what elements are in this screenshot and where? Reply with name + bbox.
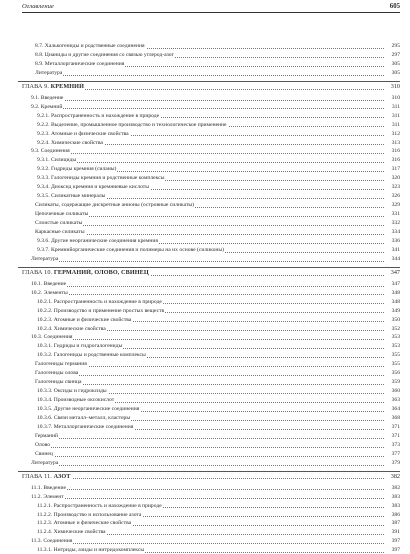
dot-leader — [39, 384, 384, 385]
entry-title: 8.7. Халькогениды и родственные соединения — [35, 43, 145, 49]
entry-title: 10.3.3. Оксиды и гидроксиды — [37, 388, 107, 395]
entry-page-number: 371 — [385, 423, 400, 431]
entry-page-number: 297 — [385, 51, 400, 59]
entry-page-number: 352 — [385, 325, 400, 333]
entry-title: Литература — [31, 255, 59, 262]
entry-page-number: 344 — [385, 255, 400, 263]
entry-title: 11.2.2. Производство и использование азота — [37, 511, 142, 518]
entry-page-number: 326 — [385, 192, 400, 200]
entry-page-number: 347 — [385, 269, 400, 277]
entry-page-number: 320 — [385, 174, 400, 182]
toc-entry[interactable] — [0, 210, 410, 218]
entry-page-number: 350 — [385, 316, 400, 324]
entry-title: Свинец — [35, 450, 53, 457]
toc-entry[interactable] — [0, 511, 410, 519]
toc-entry[interactable] — [0, 60, 410, 68]
entry-page-number: 360 — [385, 387, 400, 395]
entry-title: 11.2. Элемент — [31, 493, 64, 500]
entry-title: 9.1. Введение — [31, 94, 64, 101]
entry-title: 9.3.1. Силициды — [37, 157, 77, 164]
entry-page-number: 336 — [385, 237, 400, 245]
entry-title: 9.2.2. Выделение, промышленное производство и технологическое применение — [37, 121, 227, 128]
dot-leader — [26, 478, 384, 479]
dot-leader — [39, 456, 384, 457]
entry-page-number: 323 — [385, 183, 400, 191]
toc-entry[interactable] — [0, 69, 410, 77]
entry-title: Литература — [35, 69, 63, 76]
chapter-rule — [18, 471, 400, 472]
entry-page-number: 353 — [385, 342, 400, 350]
toc-entry[interactable] — [0, 298, 410, 306]
entry-title: 10.3. Соединения — [31, 334, 73, 341]
entry-page-number: 356 — [385, 369, 400, 377]
toc-entry[interactable] — [0, 528, 410, 536]
entry-page-number: 397 — [385, 546, 400, 554]
entry-title: 9.2.1. Распространенность и нахождение в природе — [37, 112, 160, 119]
toc-entry[interactable] — [0, 441, 410, 449]
entry-title: Германий — [35, 432, 58, 439]
entry-title: 11.1. Введение — [31, 484, 66, 491]
entry-title: 10.2.4. Химические свойства — [37, 325, 106, 332]
dot-leader — [35, 153, 384, 154]
toc-entry[interactable] — [0, 333, 410, 341]
entry-page-number: 373 — [385, 441, 400, 449]
toc-entry[interactable] — [0, 502, 410, 510]
toc-entry[interactable] — [0, 342, 410, 350]
entry-title: 9.3.5. Силикатные минералы — [37, 193, 106, 200]
toc-entry[interactable] — [0, 369, 410, 377]
entry-title: 10.3.4. Производные оксокислот — [37, 397, 115, 404]
dot-leader — [35, 108, 384, 109]
entry-page-number: 386 — [385, 511, 400, 519]
dot-leader — [35, 294, 384, 295]
entry-title: 8.9. Металлорганические соединения — [35, 60, 125, 67]
entry-page-number: 295 — [385, 42, 400, 50]
chapter-prefix: ГЛАВА 11. — [22, 472, 52, 480]
toc-entry[interactable] — [0, 147, 410, 155]
chapter-name: КРЕМНИЙ — [50, 82, 84, 90]
toc-entry[interactable] — [0, 351, 410, 359]
entry-title: 10.3.5. Другие неорганические соединения — [37, 406, 140, 413]
entry-page-number: 387 — [385, 519, 400, 527]
entry-page-number: 377 — [385, 450, 400, 458]
toc-entry[interactable] — [0, 325, 410, 333]
dot-leader — [39, 75, 384, 76]
toc-entry[interactable] — [0, 423, 410, 431]
entry-title: 10.3.1. Гидриды и гидрогалогениды — [37, 343, 123, 350]
entry-title: 9.3.7. Кремнийорганические соединения и полимеры на их основе (силиконы) — [37, 246, 225, 253]
entry-page-number: 310 — [385, 83, 400, 91]
dot-leader — [35, 543, 384, 544]
dot-leader — [39, 366, 384, 367]
entry-page-number: 334 — [385, 228, 400, 236]
entry-title: 11.3.1. Нитриды, азиды и нитридокомплексы — [37, 547, 145, 554]
toc-entry[interactable] — [0, 289, 410, 297]
entry-page-number: 316 — [385, 156, 400, 164]
chapter-prefix: ГЛАВА 9. — [22, 82, 49, 90]
entry-title: 9.2.4. Химические свойства — [37, 139, 103, 146]
entry-page-number: 341 — [385, 246, 400, 254]
toc-entry[interactable] — [0, 112, 410, 120]
entry-title: 11.2.4. Химические свойства — [37, 529, 106, 536]
entry-title: 10.2.1. Распространенность и нахождение в природе — [37, 298, 162, 305]
entry-page-number: 364 — [385, 405, 400, 413]
toc-entry[interactable] — [0, 183, 410, 191]
entry-title: 10.1. Введение — [31, 280, 67, 287]
entry-page-number: 359 — [385, 378, 400, 386]
entry-title: 9.2. Кремний — [31, 103, 63, 110]
entry-title: Слоистые силикаты — [35, 220, 83, 227]
entry-title: 8.8. Цианиды и другие соединения со связью углерод-азот — [35, 51, 174, 58]
entry-page-number: 311 — [385, 112, 400, 120]
toc-entry[interactable] — [0, 201, 410, 209]
toc-entry[interactable] — [0, 450, 410, 458]
entry-title: Каркасные силикаты — [35, 229, 85, 235]
chapter-title — [22, 473, 72, 481]
toc-chapter[interactable] — [0, 473, 410, 481]
toc-entry[interactable] — [0, 432, 410, 440]
toc-entry[interactable] — [0, 156, 410, 164]
entry-page-number: 363 — [385, 396, 400, 404]
entry-page-number: 383 — [385, 502, 400, 510]
chapter-name: ГЕРМАНИЙ, ОЛОВО, СВИНЕЦ — [53, 268, 149, 276]
entry-title: 10.3.7. Металлорганические соединения — [37, 423, 134, 430]
entry-title: 10.3.2. Галогениды и родственные комплексы — [37, 352, 146, 359]
entry-page-number: 348 — [385, 298, 400, 306]
toc-entry[interactable] — [0, 396, 410, 404]
entry-title: 9.3.2. Гидриды кремния (силаны) — [37, 166, 117, 173]
page-number: 605 — [389, 3, 400, 10]
entry-page-number: 329 — [385, 201, 400, 209]
dot-leader — [35, 489, 384, 490]
dot-leader — [39, 447, 384, 448]
entry-title: 10.2. Элементы — [31, 289, 68, 296]
toc-entry[interactable] — [0, 246, 410, 254]
toc-entry[interactable] — [0, 51, 410, 59]
entry-page-number: 383 — [385, 493, 400, 501]
header-rule — [22, 12, 400, 13]
entry-page-number: 368 — [385, 414, 400, 422]
toc-entry[interactable] — [0, 484, 410, 492]
entry-title: 11.2.1. Распространенность и нахождение в природе — [37, 502, 162, 509]
toc-entry[interactable] — [0, 405, 410, 413]
entry-title: Галогениды германия — [35, 361, 87, 368]
toc-entry[interactable] — [0, 519, 410, 527]
toc-entry[interactable] — [0, 414, 410, 422]
entry-title: 9.3.4. Диоксид кремния и кремниевые кислоты — [37, 184, 149, 191]
entry-title: Олово — [35, 441, 51, 448]
chapter-prefix: ГЛАВА 10. — [22, 268, 53, 276]
dot-leader — [35, 286, 384, 287]
toc-entry[interactable] — [0, 493, 410, 501]
toc-entry[interactable] — [0, 174, 410, 182]
dot-leader — [35, 498, 384, 499]
toc-entry[interactable] — [0, 546, 410, 554]
toc-entry[interactable] — [0, 387, 410, 395]
entry-page-number: 391 — [385, 528, 400, 536]
entry-title: Галогениды олова — [35, 370, 79, 377]
toc-entry[interactable] — [0, 360, 410, 368]
toc-entry[interactable] — [0, 219, 410, 227]
toc-chapter[interactable] — [0, 83, 410, 91]
entry-page-number: 316 — [385, 147, 400, 155]
entry-page-number: 305 — [385, 60, 400, 68]
entry-page-number: 313 — [385, 139, 400, 147]
toc-entry[interactable] — [0, 280, 410, 288]
dot-leader — [41, 162, 384, 163]
entry-title: 10.2.3. Атомные и физические свойства — [37, 316, 132, 323]
toc-entry[interactable] — [0, 228, 410, 236]
chapter-title — [22, 269, 150, 277]
toc-entry[interactable] — [0, 307, 410, 315]
entry-page-number: 397 — [385, 537, 400, 545]
entry-page-number: 312 — [385, 130, 400, 138]
entry-page-number: 347 — [385, 280, 400, 288]
toc-entry[interactable] — [0, 255, 410, 263]
entry-page-number: 332 — [385, 219, 400, 227]
entry-title: 11.2.3. Атомные и физические свойства — [37, 520, 132, 527]
chapter-rule — [18, 81, 400, 82]
entry-title: Галогениды свинца — [35, 379, 82, 386]
entry-page-number: 331 — [385, 210, 400, 218]
entry-page-number: 382 — [385, 484, 400, 492]
running-title: Оглавление — [22, 3, 54, 10]
toc-entry[interactable] — [0, 237, 410, 245]
chapter-rule — [18, 267, 400, 268]
toc-entry[interactable] — [0, 378, 410, 386]
entry-title: 9.3.6. Другие неорганические соединения кремния — [37, 237, 158, 244]
dot-leader — [39, 225, 384, 226]
entry-page-number: 349 — [385, 307, 400, 315]
entry-page-number: 355 — [385, 360, 400, 368]
entry-title: 9.3. Соединения — [31, 148, 70, 155]
entry-page-number: 353 — [385, 333, 400, 341]
toc-entry[interactable] — [0, 192, 410, 200]
dot-leader — [35, 261, 384, 262]
entry-page-number: 348 — [385, 289, 400, 297]
toc-entry[interactable] — [0, 121, 410, 129]
dot-leader — [35, 100, 384, 101]
entry-page-number: 305 — [385, 69, 400, 77]
entry-title: Силикаты, содержащие дискретные анионы (островные силикаты) — [35, 202, 195, 209]
toc-entry[interactable] — [0, 165, 410, 173]
entry-title: 10.2.2. Производство и применение простых веществ — [37, 307, 165, 314]
entry-title: 9.2.3. Атомные и физические свойства — [37, 130, 129, 137]
toc-entry[interactable] — [0, 537, 410, 545]
toc-entry[interactable] — [0, 42, 410, 50]
toc-entry[interactable] — [0, 103, 410, 111]
chapter-title — [22, 83, 85, 91]
entry-page-number: 317 — [385, 165, 400, 173]
dot-leader — [39, 216, 384, 217]
toc-entry[interactable] — [0, 94, 410, 102]
chapter-name: АЗОТ — [53, 472, 71, 480]
entry-title: 9.3.3. Галогениды кремния и родственные комплексы — [37, 175, 165, 182]
entry-title: 10.3.6. Связи металл–металл, кластеры — [37, 415, 131, 421]
toc-entry[interactable] — [0, 316, 410, 324]
dot-leader — [39, 375, 384, 376]
toc-entry[interactable] — [0, 139, 410, 147]
entry-page-number: 379 — [385, 459, 400, 467]
entry-page-number: 382 — [385, 473, 400, 481]
dot-leader — [35, 339, 384, 340]
entry-page-number: 355 — [385, 351, 400, 359]
toc-entry[interactable] — [0, 130, 410, 138]
entry-page-number: 371 — [385, 432, 400, 440]
entry-page-number: 311 — [385, 121, 400, 129]
entry-page-number: 311 — [385, 103, 400, 111]
dot-leader — [35, 465, 384, 466]
dot-leader — [39, 438, 384, 439]
toc-entry[interactable] — [0, 459, 410, 467]
toc-chapter[interactable] — [0, 269, 410, 277]
entry-page-number: 310 — [385, 94, 400, 102]
entry-title: 11.3. Соединения — [31, 538, 73, 545]
entry-title: Цепочечные силикаты — [35, 211, 89, 218]
dot-leader — [39, 234, 384, 235]
entry-title: Литература — [31, 459, 59, 466]
